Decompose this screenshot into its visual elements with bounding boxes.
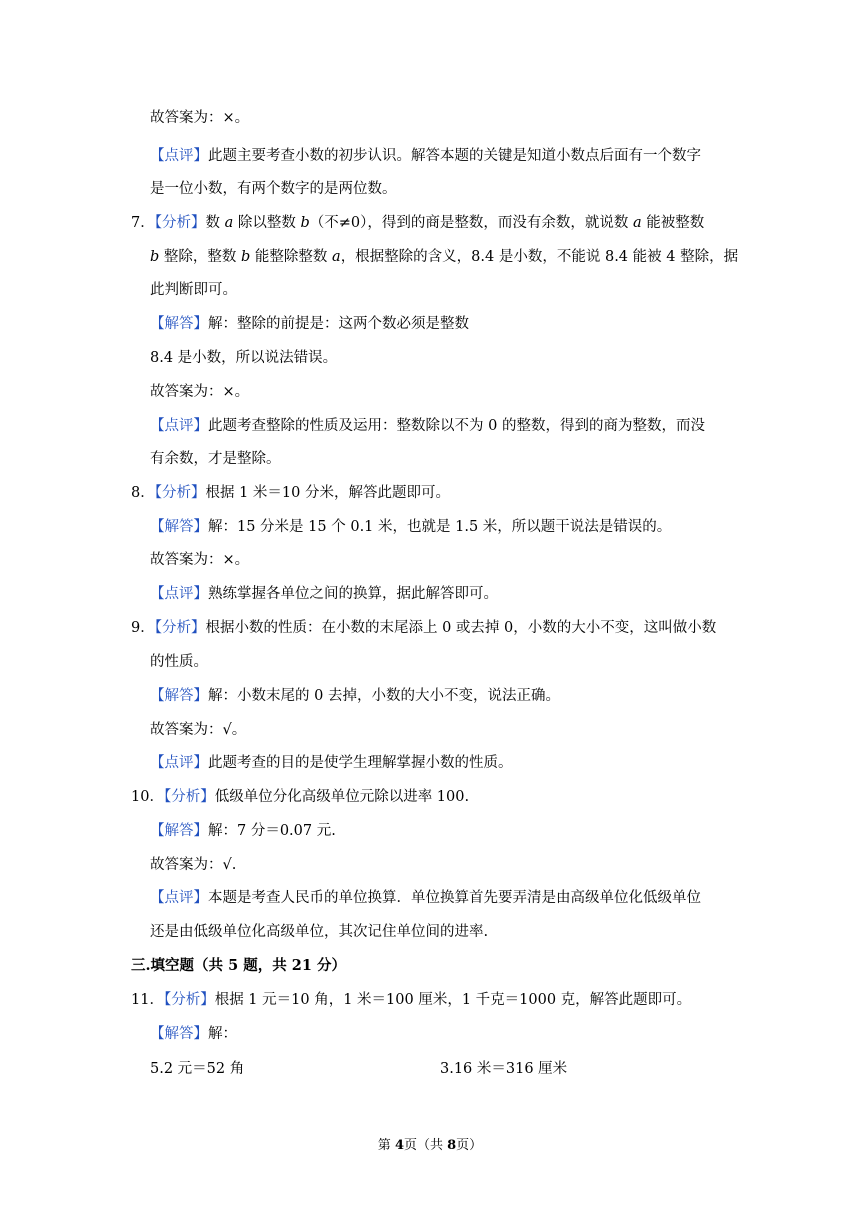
footer-text: 页） — [456, 1138, 483, 1153]
comment-text: 本题是考查人民币的单位换算．单位换算首先要弄清是由高级单位化低级单位 — [208, 890, 701, 906]
analysis-text: 根据小数的性质：在小数的末尾添上 0 或去掉 0，小数的大小不变，这叫做小数 — [205, 620, 717, 636]
answer-tag: 【解答】 — [150, 1026, 208, 1042]
q7-answer-line-2: 8.4 是小数，所以说法错误。 — [150, 350, 338, 366]
q10-analysis — [131, 787, 469, 807]
q7-comment-line-1 — [150, 416, 705, 436]
page-total: 8 — [447, 1138, 457, 1153]
answer-tag: 【解答】 — [150, 688, 208, 704]
analysis-tag: 【分析】 — [154, 215, 206, 231]
comment-text: 此题考查的目的是使学生理解掌握小数的性质。 — [208, 755, 513, 771]
q10-conclusion: 故答案为：√. — [150, 857, 237, 873]
answer-text: 解：小数末尾的 0 去掉，小数的大小不变，说法正确。 — [208, 688, 560, 704]
comment-tag: 【点评】 — [150, 148, 208, 164]
question-number: 7． — [131, 215, 155, 231]
q9-analysis-line-2: 的性质。 — [150, 654, 208, 670]
analysis-text: ，根据整除的含义，8.4 是小数，不能说 8.4 能被 4 整除，据 — [340, 249, 739, 265]
question-number: 9． — [131, 620, 155, 636]
comment-text: 熟练掌握各单位之间的换算，据此解答即可。 — [208, 586, 498, 602]
question-number: 11． — [131, 992, 164, 1008]
q9-analysis-line-1 — [131, 618, 716, 638]
q7-analysis-line-3: 此判断即可。 — [150, 282, 237, 298]
comment-tag: 【点评】 — [150, 586, 208, 602]
comment-text: 此题考查整除的性质及运用：整数除以不为 0 的整数，得到的商为整数，而没 — [208, 418, 705, 434]
variable-b: b — [300, 215, 310, 231]
page-number: 4 — [394, 1138, 404, 1153]
answer-text: 解：整除的前提是：这两个数必须是整数 — [208, 316, 469, 332]
footer-text: 页（共 — [403, 1138, 448, 1153]
q9-conclusion: 故答案为：√。 — [150, 722, 247, 738]
q11-analysis — [131, 990, 691, 1010]
variable-a: a — [332, 249, 341, 265]
q9-comment — [150, 753, 513, 773]
analysis-tag: 【分析】 — [154, 485, 206, 501]
footer-text: 第 — [377, 1138, 395, 1153]
analysis-text: 根据 1 米＝10 分米，解答此题即可。 — [205, 485, 450, 501]
answer-text: 解： — [208, 1026, 237, 1042]
q7-analysis-line-2 — [150, 247, 738, 267]
answer-text: 解：15 分米是 15 个 0.1 米，也就是 1.5 米，所以题干说法是错误的。 — [208, 519, 672, 535]
variable-b: b — [150, 249, 160, 265]
q7-conclusion: 故答案为：×。 — [150, 384, 250, 400]
comment-tag: 【点评】 — [150, 755, 208, 771]
q11-result-left: 5.2 元＝52 角 — [150, 1061, 245, 1077]
analysis-tag: 【分析】 — [163, 992, 215, 1008]
analysis-text: （不≠0），得到的商是整数，而没有余数，就说数 — [309, 215, 633, 231]
comment-tag: 【点评】 — [150, 418, 208, 434]
q7-answer-line-1 — [150, 314, 469, 334]
q7-analysis-line-1 — [131, 213, 704, 233]
analysis-text: 根据 1 元＝10 角，1 米＝100 厘米，1 千克＝1000 克，解答此题即可。 — [214, 992, 692, 1008]
analysis-text: 低级单位分化高级单位元除以进率 100. — [214, 789, 470, 805]
analysis-text: 能被整数 — [641, 215, 705, 231]
q6-conclusion: 故答案为：×。 — [150, 110, 250, 126]
question-number: 10． — [131, 789, 164, 805]
analysis-tag: 【分析】 — [163, 789, 215, 805]
q6-comment-line-1 — [150, 146, 701, 166]
q8-conclusion: 故答案为：×。 — [150, 552, 250, 568]
q8-answer — [150, 517, 671, 537]
q11-result-right: 3.16 米＝316 厘米 — [440, 1061, 568, 1077]
q7-comment-line-2: 有余数，才是整除。 — [150, 451, 281, 467]
answer-tag: 【解答】 — [150, 519, 208, 535]
analysis-text: 数 — [205, 215, 225, 231]
analysis-tag: 【分析】 — [154, 620, 206, 636]
section-heading: 三.填空题（共 5 题，共 21 分） — [131, 957, 347, 974]
q8-comment — [150, 584, 498, 604]
q8-analysis — [131, 483, 450, 503]
answer-tag: 【解答】 — [150, 316, 208, 332]
question-number: 8． — [131, 485, 155, 501]
variable-a: a — [224, 215, 234, 231]
analysis-text: 除以整数 — [233, 215, 301, 231]
q10-comment-line-1 — [150, 888, 701, 908]
q9-answer — [150, 686, 560, 706]
q10-comment-line-2: 还是由低级单位化高级单位，其次记住单位间的进率. — [150, 924, 489, 940]
answer-text: 解：7 分＝0.07 元. — [208, 823, 336, 839]
analysis-text: 整除，整数 — [159, 249, 242, 265]
variable-b: b — [241, 249, 251, 265]
q11-answer — [150, 1024, 237, 1044]
answer-tag: 【解答】 — [150, 823, 208, 839]
q10-answer — [150, 821, 336, 841]
page-footer — [0, 1137, 860, 1155]
q6-comment-line-2: 是一位小数，有两个数字的是两位数。 — [150, 181, 397, 197]
comment-text: 此题主要考查小数的初步认识。解答本题的关键是知道小数点后面有一个数字 — [208, 148, 701, 164]
comment-tag: 【点评】 — [150, 890, 208, 906]
variable-a: a — [633, 215, 642, 231]
analysis-text: 能整除整数 — [250, 249, 333, 265]
